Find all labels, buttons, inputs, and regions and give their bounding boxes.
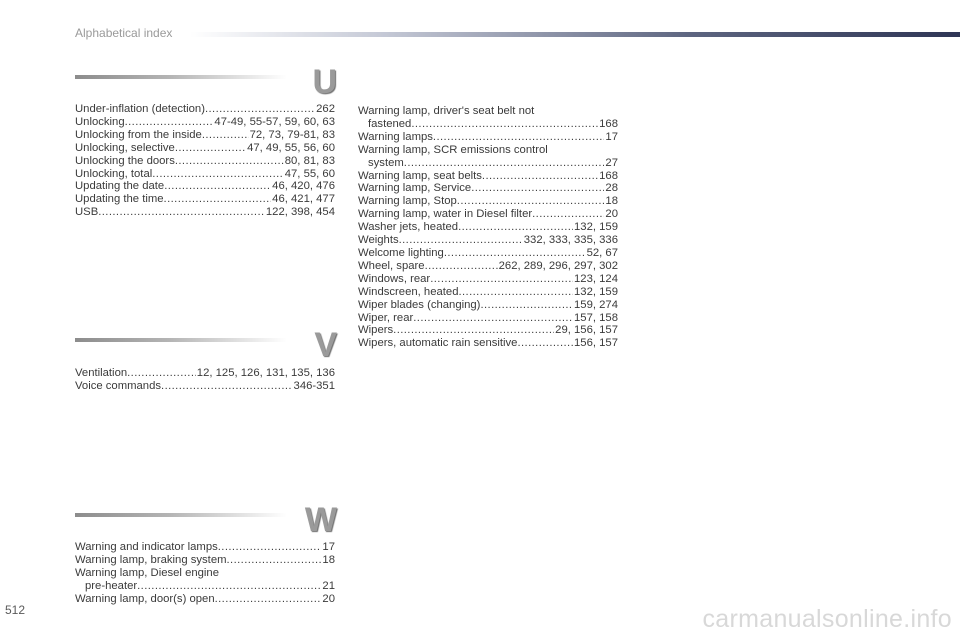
index-entry: Wipers ..... 29, 156, 157 [358, 324, 618, 337]
index-entry-continuation: pre-heater ..... 21 [75, 580, 335, 593]
watermark: carmanualsonline.info [702, 605, 952, 633]
section-rule [75, 513, 287, 517]
index-entry: Weights ..... 332, 333, 335, 336 [358, 234, 618, 247]
index-entry: Updating the date ..... 46, 420, 476 [75, 180, 335, 193]
section-rule [75, 338, 287, 342]
index-entry: Warning lamp, Service ..... 28 [358, 182, 618, 195]
index-entry-term: Warning lamp, SCR emissions control [358, 143, 548, 156]
section-letter-u: U [312, 63, 337, 101]
index-entry: Wiper, rear ..... 157, 158 [358, 312, 618, 325]
index-entry: Voice commands ..... 346-351 [75, 380, 335, 393]
index-entry: Warning and indicator lamps ..... 17 [75, 541, 335, 554]
index-entry-continuation: fastened ..... 168 [358, 118, 618, 131]
index-entry: Unlocking, total ..... 47, 55, 60 [75, 168, 335, 181]
index-list-v [75, 367, 335, 393]
index-entry: Warning lamp, water in Diesel filter ..... 20 [358, 208, 618, 221]
index-entry: Wheel, spare ..... 262, 289, 296, 297, 302 [358, 260, 618, 273]
index-entry-term: Warning lamp, Diesel engine [75, 566, 220, 579]
section-letter-v: V [314, 326, 337, 364]
index-entry: Updating the time ..... 46, 421, 477 [75, 193, 335, 206]
index-entry: Unlocking, selective ..... 47, 49, 55, 56, 60 [75, 142, 335, 155]
index-entry: Wiper blades (changing) ..... 159, 274 [358, 299, 618, 312]
index-entry: Washer jets, heated ..... 132, 159 [358, 221, 618, 234]
index-entry: Ventilation ..... 12, 125, 126, 131, 135, 136 [75, 367, 335, 380]
page-number: 512 [5, 603, 26, 617]
index-entry-term: Warning lamp, driver's seat belt not [358, 105, 535, 117]
index-entry: Unlocking ..... 47-49, 55-57, 59, 60, 63 [75, 116, 335, 129]
index-entry: Welcome lighting ..... 52, 67 [358, 247, 618, 260]
section-letter-w: W [304, 501, 337, 539]
index-entry: Warning lamp, Stop ..... 18 [358, 195, 618, 208]
index-entry: USB ..... 122, 398, 454 [75, 206, 335, 219]
index-entry: Unlocking from the inside ..... 72, 73, 79-81, 83 [75, 129, 335, 142]
index-entry: Unlocking the doors ..... 80, 81, 83 [75, 155, 335, 168]
index-list-u [75, 103, 335, 219]
index-entry: Windows, rear ..... 123, 124 [358, 273, 618, 286]
index-entry: Warning lamp, braking system ..... 18 [75, 554, 335, 567]
index-entry: Wipers, automatic rain sensitive ..... 156, 157 [358, 337, 618, 350]
section-rule [75, 75, 287, 79]
index-entry: Windscreen, heated ..... 132, 159 [358, 286, 618, 299]
index-list-w-right [358, 105, 618, 350]
index-entry: Warning lamps ..... 17 [358, 131, 618, 144]
index-entry: Warning lamp, door(s) open ..... 20 [75, 593, 335, 606]
index-entry-continuation: system ..... 27 [358, 157, 618, 170]
index-entry: Warning lamp, seat belts ..... 168 [358, 170, 618, 183]
page-header-title: Alphabetical index [75, 26, 173, 40]
index-entry: Under-inflation (detection) ..... 262 [75, 103, 335, 116]
index-list-w-left [75, 541, 335, 606]
header-decorative-bar [190, 32, 960, 37]
